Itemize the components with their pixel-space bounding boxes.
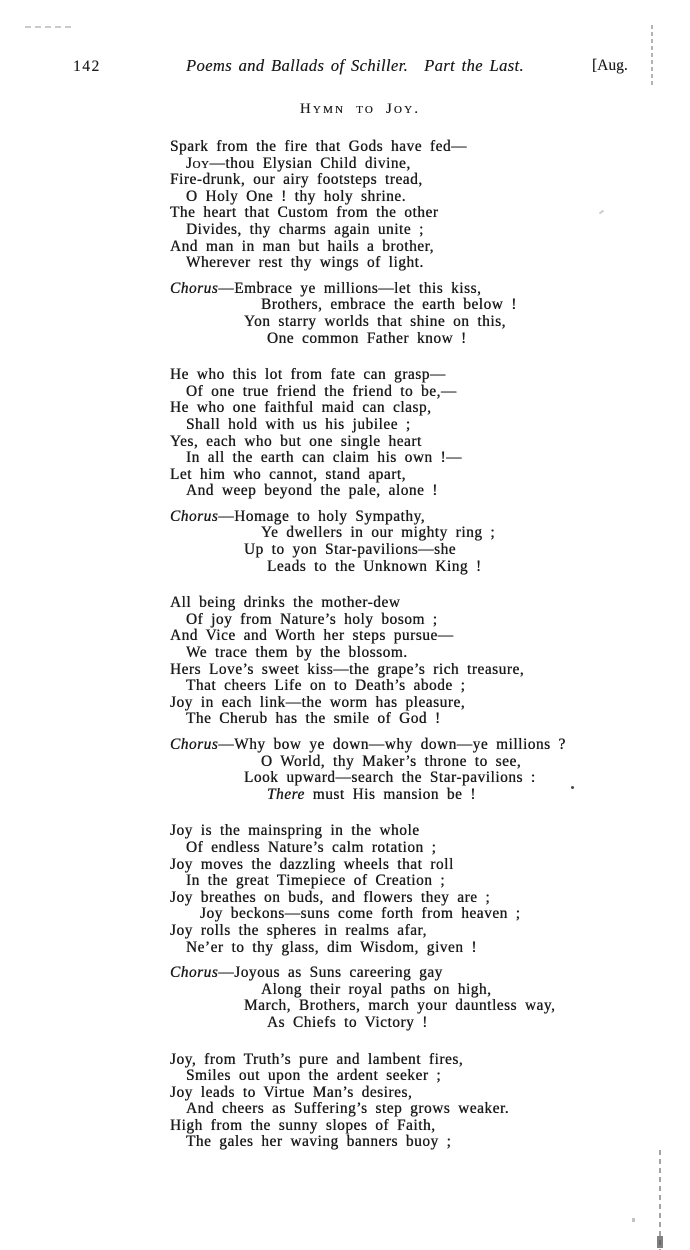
- line-text: —Homage to holy Sympathy,: [218, 507, 426, 525]
- poem-line: [186, 156, 680, 173]
- running-title-part: Part the Last.: [424, 56, 524, 75]
- line-text: The Cherub has the smile of God !: [186, 710, 441, 728]
- line-text: And cheers as Suffering’s step grows weaker.: [186, 1100, 510, 1118]
- line-text: Joy is the mainspring in the whole: [170, 822, 420, 840]
- poem-line: [170, 923, 680, 940]
- italic-text: Chorus: [170, 507, 219, 525]
- line-text: Joy beckons—suns come forth from heaven ;: [200, 905, 521, 923]
- poem-line: [186, 678, 680, 695]
- line-text: Joy moves the dazzling wheels that roll: [170, 855, 454, 873]
- stanza-block: [170, 367, 680, 500]
- poem-line: [170, 139, 680, 156]
- line-text: Ye dwellers in our mighty ring ;: [261, 524, 496, 542]
- poem-line: [186, 483, 680, 500]
- poem-line: [244, 314, 680, 331]
- line-text: Yes, each who but one single heart: [170, 432, 422, 450]
- poem-line: [244, 770, 680, 787]
- line-text: One common Father know !: [267, 329, 467, 347]
- poem-line: [186, 255, 680, 272]
- line-text: All being drinks the mother-dew: [170, 594, 401, 612]
- poem-line: [170, 662, 680, 679]
- line-text: And Vice and Worth her steps pursue—: [170, 627, 454, 645]
- poem-line: [170, 628, 680, 645]
- poem-line: [186, 873, 680, 890]
- line-text: In all the earth can claim his own !—: [186, 449, 463, 467]
- poem-line: [186, 450, 680, 467]
- poem-line: [261, 525, 680, 542]
- line-text: Joy breathes on buds, and flowers they are ;: [170, 888, 491, 906]
- line-text: We trace them by the blossom.: [186, 644, 408, 662]
- line-text: Let him who cannot, stand apart,: [170, 465, 407, 483]
- running-head: [0, 56, 690, 82]
- italic-text: Chorus: [170, 736, 219, 753]
- line-text: And weep beyond the pale, alone !: [186, 482, 438, 500]
- line-text: The heart that Custom from the other: [170, 204, 439, 222]
- poem-line: [170, 857, 680, 874]
- line-text: Spark from the fire that Gods have fed—: [170, 138, 467, 155]
- scan-artifact-dash: [25, 26, 73, 28]
- line-text: March, Brothers, march your dauntless way,: [244, 997, 556, 1015]
- line-text: Of joy from Nature’s holy bosom ;: [186, 610, 438, 628]
- line-text: As Chiefs to Victory !: [267, 1013, 428, 1031]
- running-title-main: Poems and Ballads of Schiller.: [185, 56, 409, 75]
- poem-line: [200, 906, 680, 923]
- line-text: Hers Love’s sweet kiss—the grape’s rich treasure,: [170, 660, 525, 678]
- poem-line: [186, 840, 680, 857]
- line-text: In the great Timepiece of Creation ;: [186, 872, 446, 890]
- line-text: Joy in each link—the worm has pleasure,: [170, 693, 466, 711]
- italic-text: Chorus: [170, 964, 219, 982]
- poem-line: [244, 542, 680, 559]
- line-text: High from the sunny slopes of Faith,: [170, 1116, 436, 1134]
- poem-line: [261, 754, 680, 771]
- poem-line: [186, 711, 680, 728]
- poem-line: [170, 890, 680, 907]
- line-text: Wherever rest thy wings of light.: [186, 254, 424, 272]
- poem-line: [170, 239, 680, 256]
- poem-title: Hymn to Joy.: [299, 101, 421, 117]
- poem-line: [170, 172, 680, 189]
- poem-line: [186, 189, 680, 206]
- poem-line: [186, 1068, 680, 1085]
- line-text: Shall hold with us his jubilee ;: [186, 415, 411, 433]
- line-text: He who this lot from fate can grasp—: [170, 366, 446, 384]
- chorus-block: [170, 965, 680, 1031]
- poem-line: [170, 509, 680, 526]
- scan-artifact-margin-line-bottom: [659, 1150, 661, 1250]
- poem-line: [186, 384, 680, 401]
- line-text: Along their royal paths on high,: [261, 980, 492, 998]
- poem-line: [170, 1118, 680, 1135]
- poem-line: [267, 1015, 680, 1032]
- poem-line: [170, 823, 680, 840]
- poem-line: [267, 331, 680, 348]
- poem-line: [170, 1052, 680, 1069]
- line-text: —Embrace ye millions—let this kiss,: [218, 279, 482, 297]
- line-text: Joy rolls the spheres in realms afar,: [170, 921, 427, 939]
- poem-line: [186, 940, 680, 957]
- line-text: must His mansion be !: [304, 785, 476, 803]
- poem-line: [170, 467, 680, 484]
- line-text: Smiles out upon the ardent seeker ;: [186, 1067, 442, 1085]
- scan-artifact-ink-blob: [657, 1236, 663, 1248]
- poem-line: [186, 645, 680, 662]
- chorus-block: [170, 281, 680, 347]
- line-text: —Why bow ye down—why down—ye millions ?: [218, 736, 566, 753]
- poem-line: [170, 281, 680, 298]
- line-text: Brothers, embrace the earth below !: [261, 296, 517, 314]
- line-text: He who one faithful maid can clasp,: [170, 399, 432, 417]
- poem-line: [170, 695, 680, 712]
- line-text: The gales her waving banners buoy ;: [186, 1133, 452, 1151]
- chorus-block: [170, 509, 680, 575]
- poem-line: [170, 205, 680, 222]
- line-text: Joy, from Truth’s pure and lambent fires,: [170, 1050, 464, 1068]
- poem-line: [261, 982, 680, 999]
- page-number: 142: [73, 58, 101, 75]
- line-text: And man in man but hails a brother,: [170, 237, 435, 255]
- poem-line: [170, 1085, 680, 1102]
- small-caps-text: Joy: [186, 154, 210, 172]
- line-text: Look upward—search the Star-pavilions :: [244, 769, 536, 787]
- line-text: Ne’er to thy glass, dim Wisdom, given !: [186, 938, 478, 956]
- line-text: Leads to the Unknown King !: [267, 557, 482, 575]
- line-text: —Joyous as Suns careering gay: [218, 964, 443, 982]
- poem-line: [186, 1134, 680, 1151]
- stanza-block: [170, 823, 680, 956]
- poem-line: [267, 787, 680, 804]
- running-title: [60, 56, 650, 76]
- line-text: Of one true friend the friend to be,—: [186, 382, 457, 400]
- stanza-block: [170, 1052, 680, 1152]
- scan-speck: [632, 1218, 635, 1222]
- poem-line: [170, 965, 680, 982]
- stanza-block: [170, 595, 680, 728]
- line-text: Divides, thy charms again unite ;: [186, 220, 424, 238]
- poem-line: [186, 1101, 680, 1118]
- line-text: —thou Elysian Child divine,: [209, 154, 411, 172]
- poem-line: [186, 612, 680, 629]
- poem-body: [170, 139, 680, 1160]
- line-text: Fire-drunk, our airy footsteps tread,: [170, 171, 423, 189]
- line-text: Up to yon Star-pavilions—she: [244, 541, 457, 559]
- poem-line: [170, 737, 680, 754]
- poem-line: [170, 595, 680, 612]
- poem-line: [244, 998, 680, 1015]
- poem-line: [170, 400, 680, 417]
- chorus-block: [170, 737, 680, 803]
- line-text: O Holy One ! thy holy shrine.: [186, 187, 407, 205]
- poem-line: [186, 222, 680, 239]
- poem-line: [186, 417, 680, 434]
- stanza-block: [170, 139, 680, 272]
- line-text: Yon starry worlds that shine on this,: [244, 312, 507, 330]
- line-text: Of endless Nature’s calm rotation ;: [186, 838, 437, 856]
- poem-line: [170, 434, 680, 451]
- line-text: That cheers Life on to Death’s abode ;: [186, 677, 466, 695]
- italic-text: Chorus: [170, 279, 219, 297]
- issue-tag: [Aug.: [592, 57, 628, 74]
- line-text: O World, thy Maker’s throne to see,: [261, 752, 522, 770]
- line-text: Joy leads to Virtue Man’s desires,: [170, 1083, 413, 1101]
- poem-line: [261, 297, 680, 314]
- poem-line: [267, 559, 680, 576]
- poem-line: [170, 367, 680, 384]
- italic-text: There: [267, 785, 305, 803]
